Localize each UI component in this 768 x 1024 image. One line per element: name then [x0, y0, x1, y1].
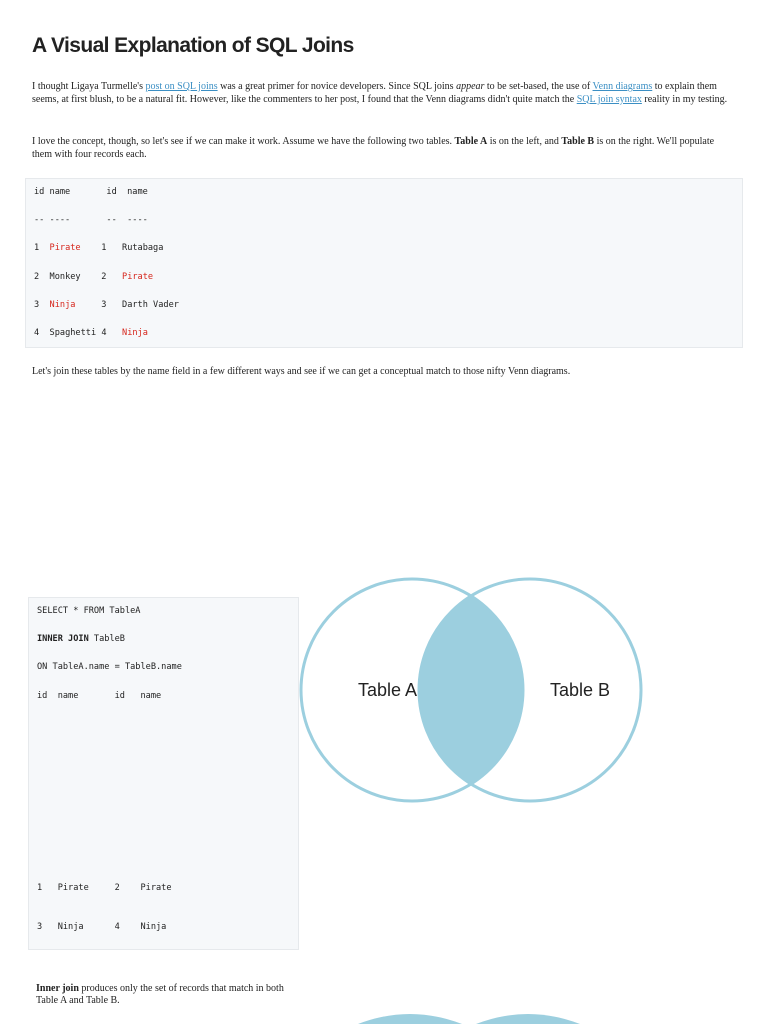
a-id: 1 — [34, 243, 40, 253]
caption-text: produces only the set of records that match in both Table A and Table B. — [36, 983, 284, 1007]
sql-on-line: ON TableA.name = TableB.name — [37, 662, 182, 672]
intro-emphasis: appear — [456, 81, 485, 92]
join-table-name: TableB — [88, 634, 125, 644]
caption-bold: Inner join — [36, 983, 79, 994]
intro-text-1: I thought Ligaya Turmelle's — [32, 81, 146, 92]
venn-circle-partial-a — [358, 1014, 462, 1024]
venn-diagrams-link[interactable]: Venn diagrams — [592, 81, 653, 92]
a-name: Ninja — [49, 300, 76, 310]
intro-text-5: reality in my testing. — [641, 93, 728, 105]
join-intro-paragraph: Let's join these tables by the name field in a few different ways and see if we can get a conceptual match to those nifty Venn diagrams. — [32, 366, 571, 377]
sql-join-syntax-link[interactable]: SQL join syntax — [576, 93, 642, 105]
inner-join-venn-diagram — [298, 576, 644, 806]
a-name: Monkey — [49, 272, 81, 282]
table-row — [34, 328, 148, 338]
b-name: Pirate — [122, 272, 154, 282]
intro-text-4: to explain them seems, at first blush, to be a natural fit. However, like the commenters to her post, I found that the Venn diagrams didn't quite match the — [32, 81, 717, 105]
table-row — [34, 300, 179, 310]
result-row: 3 Ninja 4 Ninja — [37, 922, 167, 932]
tables-text-1: I love the concept, though, so let's see if we can make it work. Assume we have the following two tables. — [32, 136, 455, 147]
tables-text-3: is on the right. We'll populate them with four records each. — [32, 136, 715, 160]
table-a-bold: Table A — [454, 136, 488, 147]
venn-label-table-a: Table A — [358, 680, 418, 700]
intro-text-2: was a great primer for novice developers. Since SQL joins — [217, 81, 457, 92]
venn-label-table-b: Table B — [550, 680, 611, 700]
tables-divider: -- ---- -- ---- — [34, 215, 148, 225]
a-name: Pirate — [49, 243, 81, 253]
table-row — [34, 272, 153, 282]
b-id: 1 — [101, 243, 107, 253]
result-row: 1 Pirate 2 Pirate — [37, 883, 172, 893]
intro-paragraph — [32, 81, 736, 106]
result-header: id name id name — [37, 691, 162, 701]
tables-header: id name id name — [34, 187, 148, 197]
inner-join-keyword: INNER JOIN — [37, 634, 89, 644]
a-id: 3 — [34, 300, 40, 310]
inner-join-code-block — [28, 597, 299, 950]
b-id: 3 — [101, 300, 107, 310]
table-row — [34, 243, 163, 253]
next-venn-diagram-partial — [340, 1010, 600, 1024]
intro-text-3: to be set-based, the use of — [484, 81, 593, 92]
tables-text-2: is on the left, and — [487, 136, 562, 147]
tables-code-block — [25, 178, 743, 348]
b-name: Darth Vader — [122, 300, 179, 310]
b-id: 4 — [101, 328, 107, 338]
page-title: A Visual Explanation of SQL Joins — [32, 34, 354, 57]
b-name: Ninja — [122, 328, 148, 338]
b-name: Rutabaga — [122, 243, 164, 253]
a-id: 2 — [34, 272, 40, 282]
tables-paragraph — [32, 136, 736, 161]
sql-join-line — [37, 634, 125, 644]
table-b-bold: Table B — [561, 136, 595, 147]
inner-join-caption — [36, 983, 296, 1008]
venn-circle-partial-b — [476, 1014, 580, 1024]
sql-select-line: SELECT * FROM TableA — [37, 606, 141, 616]
a-id: 4 — [34, 328, 40, 338]
b-id: 2 — [101, 272, 107, 282]
a-name: Spaghetti — [49, 328, 97, 338]
post-on-sql-joins-link[interactable]: post on SQL joins — [145, 81, 218, 92]
